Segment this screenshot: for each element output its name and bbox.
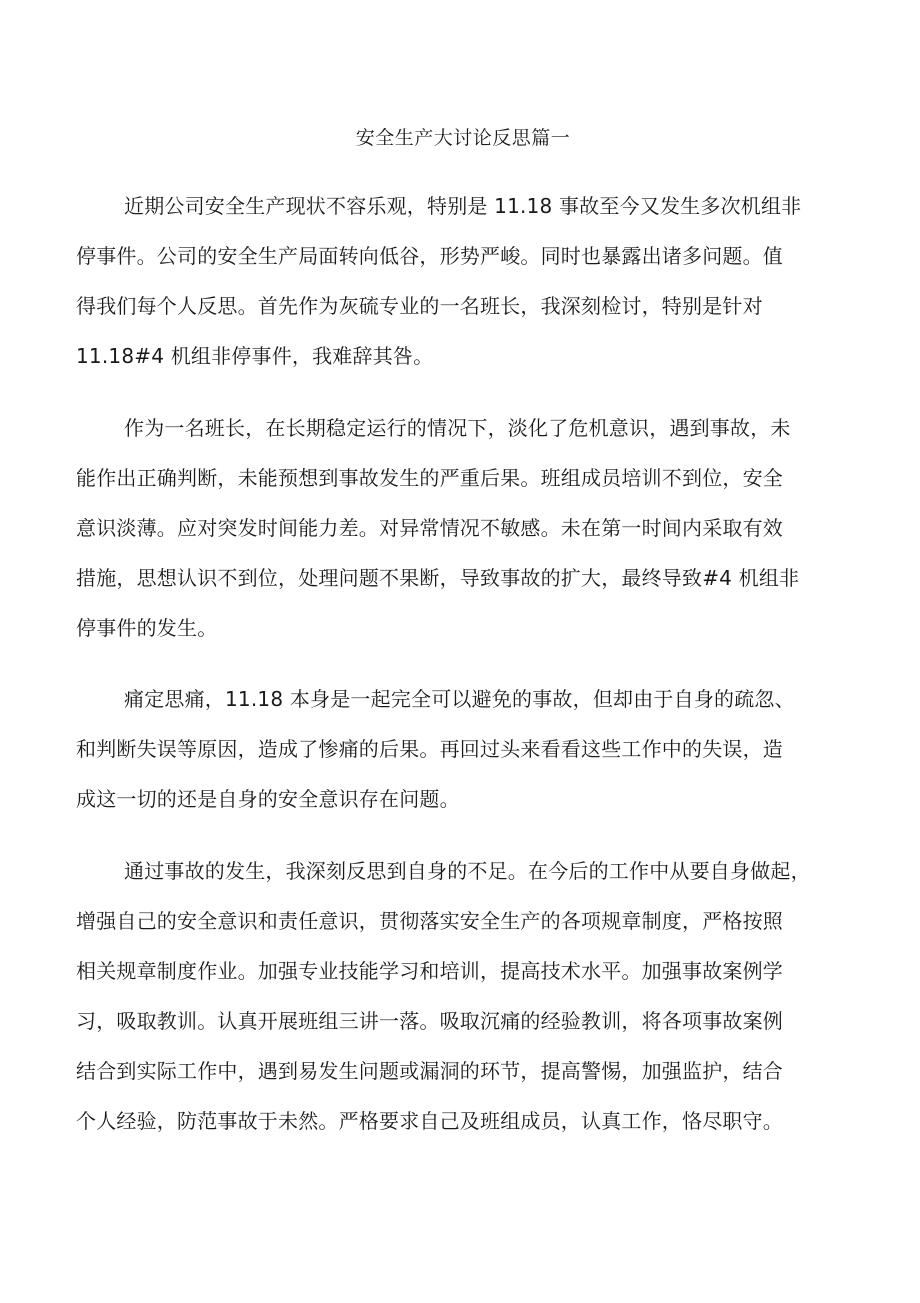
- paragraph-line: 能作出正确判断，未能预想到事故发生的严重后果。班组成员培训不到位，安全: [76, 466, 783, 490]
- paragraph-line: 个人经验，防范事故于未然。严格要求自己及班组成员，认真工作，恪尽职守。: [76, 1109, 783, 1133]
- paragraph-line: 近期公司安全生产现状不容乐观，特别是 11.18 事故至今又发生多次机组非: [124, 194, 802, 218]
- paragraph-line: 相关规章制度作业。加强专业技能学习和培训，提高技术水平。加强事故案例学: [76, 959, 783, 983]
- paragraph-line: 成这一切的还是自身的安全意识存在问题。: [76, 787, 460, 811]
- paragraph-line: 增强自己的安全意识和责任意识，贯彻落实安全生产的各项规章制度，严格按照: [76, 909, 783, 933]
- document-title: 安全生产大讨论反思篇一: [355, 127, 571, 149]
- paragraph-line: 痛定思痛，11.18 本身是一起完全可以避免的事故，但却由于自身的疏忽、: [124, 687, 795, 711]
- paragraph-line: 结合到实际工作中，遇到易发生问题或漏洞的环节，提高警惕，加强监护，结合: [76, 1059, 783, 1083]
- paragraph-line: 作为一名班长，在长期稳定运行的情况下，淡化了危机意识，遇到事故，未: [124, 416, 791, 440]
- paragraph-line: 措施，思想认识不到位，处理问题不果断，导致事故的扩大，最终导致#4 机组非: [76, 566, 800, 590]
- paragraph-line: 停事件。公司的安全生产局面转向低谷，形势严峻。同时也暴露出诸多问题。值: [76, 244, 783, 268]
- paragraph-line: 习，吸取教训。认真开展班组三讲一落。吸取沉痛的经验教训，将各项事故案例: [76, 1009, 783, 1033]
- paragraph-line: 通过事故的发生，我深刻反思到自身的不足。在今后的工作中从要自身做起，: [124, 859, 811, 883]
- paragraph-line: 意识淡薄。应对突发时间能力差。对异常情况不敏感。未在第一时间内采取有效: [76, 516, 783, 540]
- paragraph-line: 停事件的发生。: [76, 616, 218, 640]
- paragraph-line: 和判断失误等原因，造成了惨痛的后果。再回过头来看看这些工作中的失误，造: [76, 737, 783, 761]
- paragraph-line: 11.18#4 机组非停事件，我难辞其咎。: [76, 344, 434, 368]
- paragraph-line: 得我们每个人反思。首先作为灰硫专业的一名班长，我深刻检讨，特别是针对: [76, 294, 763, 318]
